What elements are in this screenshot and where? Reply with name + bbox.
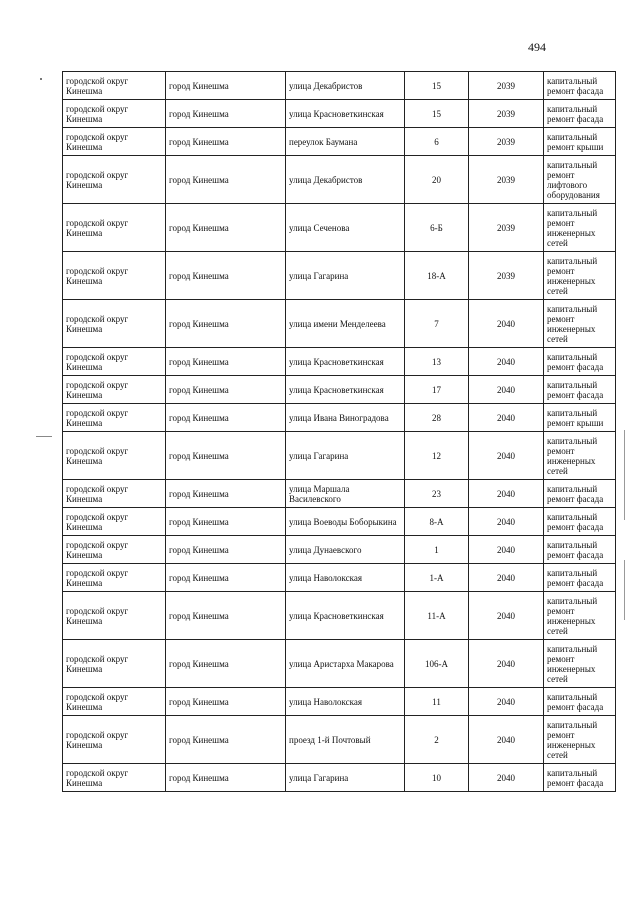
street-cell: улица Наволокская: [286, 564, 405, 592]
year-cell: 2040: [469, 376, 544, 404]
city-cell: город Кинешма: [166, 480, 286, 508]
house-cell: 8-А: [405, 508, 469, 536]
city-cell: город Кинешма: [166, 640, 286, 688]
city-cell: город Кинешма: [166, 204, 286, 252]
table-row: [63, 688, 616, 716]
street-cell: проезд 1-й Почтовый: [286, 716, 405, 764]
house-cell: 11: [405, 688, 469, 716]
house-cell: 2: [405, 716, 469, 764]
street-cell: улица Сеченова: [286, 204, 405, 252]
table-row: [63, 764, 616, 792]
street-cell: улица Декабристов: [286, 156, 405, 204]
work-cell: капитальный ремонт инженерных сетей: [544, 592, 616, 640]
street-cell: улица Воеводы Боборыкина: [286, 508, 405, 536]
street-cell: улица Красноветкинская: [286, 100, 405, 128]
table-row: [63, 432, 616, 480]
work-cell: капитальный ремонт крыши: [544, 128, 616, 156]
table-row: [63, 100, 616, 128]
year-cell: 2040: [469, 536, 544, 564]
city-cell: город Кинешма: [166, 508, 286, 536]
year-cell: 2039: [469, 252, 544, 300]
city-cell: город Кинешма: [166, 348, 286, 376]
year-cell: 2040: [469, 688, 544, 716]
table-row: [63, 716, 616, 764]
work-cell: капитальный ремонт фасада: [544, 508, 616, 536]
year-cell: 2039: [469, 156, 544, 204]
year-cell: 2039: [469, 72, 544, 100]
table-row: [63, 204, 616, 252]
street-cell: улица Декабристов: [286, 72, 405, 100]
work-cell: капитальный ремонт инженерных сетей: [544, 204, 616, 252]
work-cell: капитальный ремонт инженерных сетей: [544, 252, 616, 300]
house-cell: 13: [405, 348, 469, 376]
table-row: [63, 156, 616, 204]
work-cell: капитальный ремонт лифтового оборудования: [544, 156, 616, 204]
house-cell: 11-А: [405, 592, 469, 640]
city-cell: город Кинешма: [166, 100, 286, 128]
street-cell: улица Красноветкинская: [286, 592, 405, 640]
okrug-cell: городской округ Кинешма: [63, 480, 166, 508]
okrug-cell: городской округ Кинешма: [63, 100, 166, 128]
table-row: [63, 592, 616, 640]
okrug-cell: городской округ Кинешма: [63, 508, 166, 536]
street-cell: улица имени Менделеева: [286, 300, 405, 348]
house-cell: 20: [405, 156, 469, 204]
year-cell: 2040: [469, 640, 544, 688]
house-cell: 6-Б: [405, 204, 469, 252]
house-cell: 23: [405, 480, 469, 508]
table-row: [63, 640, 616, 688]
table-row: [63, 480, 616, 508]
street-cell: улица Маршала Василевского: [286, 480, 405, 508]
house-cell: 18-А: [405, 252, 469, 300]
work-cell: капитальный ремонт инженерных сетей: [544, 432, 616, 480]
street-cell: улица Красноветкинская: [286, 348, 405, 376]
street-cell: улица Гагарина: [286, 252, 405, 300]
street-cell: переулок Баумана: [286, 128, 405, 156]
house-cell: 10: [405, 764, 469, 792]
house-cell: 7: [405, 300, 469, 348]
okrug-cell: городской округ Кинешма: [63, 72, 166, 100]
year-cell: 2040: [469, 592, 544, 640]
house-cell: 1-А: [405, 564, 469, 592]
year-cell: 2039: [469, 100, 544, 128]
work-cell: капитальный ремонт фасада: [544, 100, 616, 128]
work-cell: капитальный ремонт фасада: [544, 564, 616, 592]
city-cell: город Кинешма: [166, 536, 286, 564]
house-cell: 6: [405, 128, 469, 156]
year-cell: 2040: [469, 564, 544, 592]
scan-edge-mark: [624, 430, 625, 520]
work-cell: капитальный ремонт инженерных сетей: [544, 300, 616, 348]
okrug-cell: городской округ Кинешма: [63, 376, 166, 404]
street-cell: улица Красноветкинская: [286, 376, 405, 404]
year-cell: 2040: [469, 716, 544, 764]
okrug-cell: городской округ Кинешма: [63, 764, 166, 792]
city-cell: город Кинешма: [166, 300, 286, 348]
city-cell: город Кинешма: [166, 252, 286, 300]
okrug-cell: городской округ Кинешма: [63, 640, 166, 688]
year-cell: 2040: [469, 480, 544, 508]
year-cell: 2040: [469, 348, 544, 376]
work-cell: капитальный ремонт фасада: [544, 348, 616, 376]
okrug-cell: городской округ Кинешма: [63, 688, 166, 716]
year-cell: 2039: [469, 204, 544, 252]
table-row: [63, 252, 616, 300]
table-row: [63, 128, 616, 156]
house-cell: 12: [405, 432, 469, 480]
scan-edge-mark: [624, 560, 625, 620]
okrug-cell: городской округ Кинешма: [63, 128, 166, 156]
house-cell: 17: [405, 376, 469, 404]
table-row: [63, 564, 616, 592]
year-cell: 2040: [469, 764, 544, 792]
page-number: 494: [528, 40, 546, 54]
year-cell: 2039: [469, 128, 544, 156]
year-cell: 2040: [469, 508, 544, 536]
scan-speck: [40, 78, 42, 80]
year-cell: 2040: [469, 404, 544, 432]
work-cell: капитальный ремонт фасада: [544, 536, 616, 564]
city-cell: город Кинешма: [166, 72, 286, 100]
work-cell: капитальный ремонт фасада: [544, 72, 616, 100]
house-cell: 15: [405, 72, 469, 100]
table-row: [63, 508, 616, 536]
table-row: [63, 72, 616, 100]
city-cell: город Кинешма: [166, 432, 286, 480]
table-row: [63, 536, 616, 564]
okrug-cell: городской округ Кинешма: [63, 716, 166, 764]
table-row: [63, 348, 616, 376]
work-cell: капитальный ремонт фасада: [544, 480, 616, 508]
work-cell: капитальный ремонт крыши: [544, 404, 616, 432]
city-cell: город Кинешма: [166, 128, 286, 156]
street-cell: улица Гагарина: [286, 432, 405, 480]
table-row: [63, 376, 616, 404]
city-cell: город Кинешма: [166, 592, 286, 640]
city-cell: город Кинешма: [166, 564, 286, 592]
city-cell: город Кинешма: [166, 688, 286, 716]
city-cell: город Кинешма: [166, 764, 286, 792]
city-cell: город Кинешма: [166, 156, 286, 204]
margin-dash: [36, 436, 52, 437]
table-row: [63, 404, 616, 432]
repair-schedule-table: [62, 71, 616, 792]
okrug-cell: городской округ Кинешма: [63, 536, 166, 564]
year-cell: 2040: [469, 300, 544, 348]
street-cell: улица Дунаевского: [286, 536, 405, 564]
table-row: [63, 300, 616, 348]
city-cell: город Кинешма: [166, 376, 286, 404]
house-cell: 15: [405, 100, 469, 128]
okrug-cell: городской округ Кинешма: [63, 348, 166, 376]
house-cell: 1: [405, 536, 469, 564]
house-cell: 106-А: [405, 640, 469, 688]
street-cell: улица Гагарина: [286, 764, 405, 792]
okrug-cell: городской округ Кинешма: [63, 252, 166, 300]
okrug-cell: городской округ Кинешма: [63, 300, 166, 348]
city-cell: город Кинешма: [166, 404, 286, 432]
work-cell: капитальный ремонт фасада: [544, 376, 616, 404]
work-cell: капитальный ремонт фасада: [544, 688, 616, 716]
street-cell: улица Ивана Виноградова: [286, 404, 405, 432]
work-cell: капитальный ремонт инженерных сетей: [544, 716, 616, 764]
okrug-cell: городской округ Кинешма: [63, 592, 166, 640]
street-cell: улица Наволокская: [286, 688, 405, 716]
okrug-cell: городской округ Кинешма: [63, 156, 166, 204]
okrug-cell: городской округ Кинешма: [63, 204, 166, 252]
street-cell: улица Аристарха Макарова: [286, 640, 405, 688]
city-cell: город Кинешма: [166, 716, 286, 764]
okrug-cell: городской округ Кинешма: [63, 432, 166, 480]
okrug-cell: городской округ Кинешма: [63, 564, 166, 592]
house-cell: 28: [405, 404, 469, 432]
year-cell: 2040: [469, 432, 544, 480]
work-cell: капитальный ремонт фасада: [544, 764, 616, 792]
okrug-cell: городской округ Кинешма: [63, 404, 166, 432]
work-cell: капитальный ремонт инженерных сетей: [544, 640, 616, 688]
table-body: [63, 72, 616, 792]
